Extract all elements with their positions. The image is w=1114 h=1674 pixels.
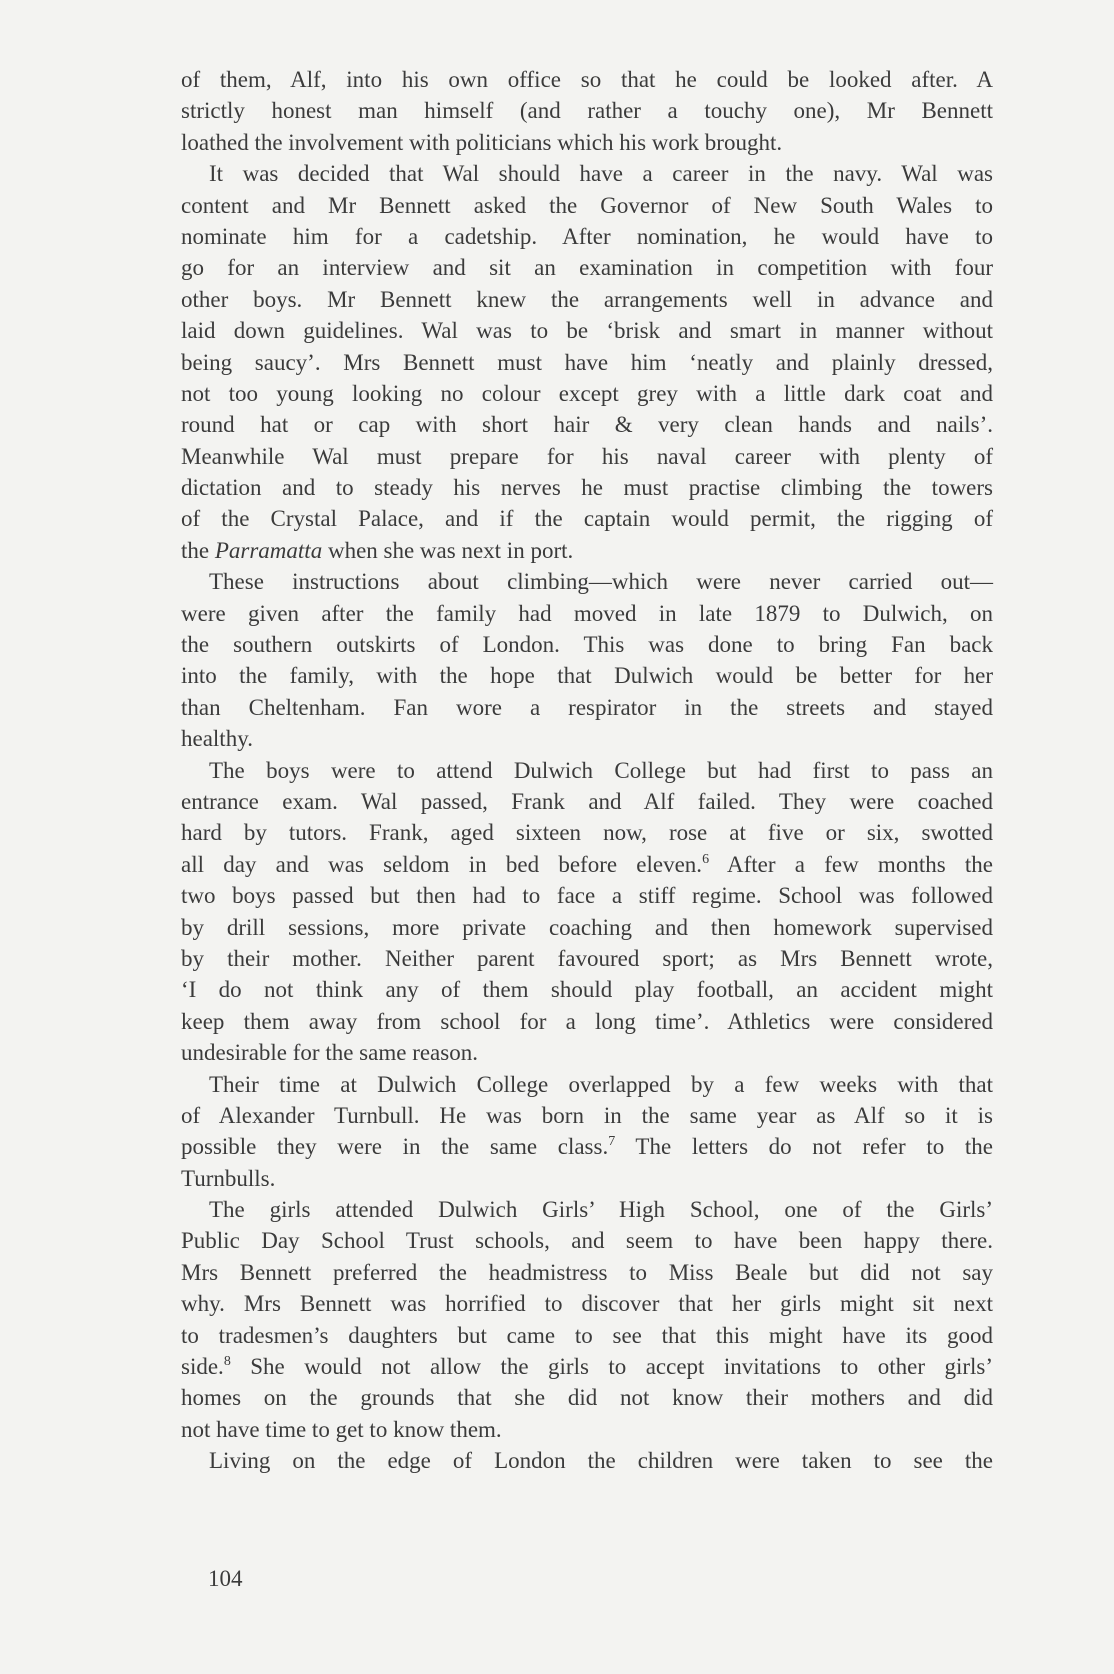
text-line <box>181 503 993 534</box>
text-line <box>181 1445 993 1476</box>
text-segment: dictation and to steady his nerves he must practise climbing the towers <box>181 475 993 501</box>
text-line <box>181 880 993 911</box>
text-line <box>181 378 993 409</box>
text-segment: of the Crystal Palace, and if the captain would permit, the rigging of <box>181 506 993 532</box>
page-number: 104 <box>208 1566 243 1591</box>
text-line <box>181 1131 993 1162</box>
text-line <box>181 190 993 221</box>
text-line <box>181 1037 993 1068</box>
text-line <box>181 1194 993 1225</box>
text-segment: It was decided that Wal should have a career in the navy. Wal was <box>209 161 993 187</box>
footnote-marker: 7 <box>608 1134 616 1150</box>
text-line <box>181 535 993 566</box>
text-segment: of them, Alf, into his own office so that he could be looked after. A <box>181 67 993 92</box>
text-segment: healthy. <box>181 726 253 752</box>
text-line <box>181 252 993 283</box>
paragraph <box>181 158 993 566</box>
text-segment: the <box>181 537 215 563</box>
text-segment: the southern outskirts of London. This was done to bring Fan back <box>181 632 993 658</box>
text-line <box>181 723 993 754</box>
text-line <box>181 786 993 817</box>
text-segment: After a few months the <box>709 851 993 877</box>
text-line <box>181 315 993 346</box>
text-segment: Living on the edge of London the children were taken to see the <box>209 1448 993 1474</box>
text-segment: homes on the grounds that she did not know their mothers and did <box>181 1385 993 1411</box>
text-line <box>181 912 993 943</box>
paragraph <box>181 566 993 754</box>
text-line <box>181 1100 993 1131</box>
footnote-marker: 6 <box>702 851 710 867</box>
text-segment: ‘I do not think any of them should play football, an accident might <box>181 977 993 1003</box>
text-segment: of Alexander Turnbull. He was born in the same year as Alf so it is <box>181 1102 993 1128</box>
text-segment: Meanwhile Wal must prepare for his naval career with plenty of <box>181 443 993 469</box>
text-segment: undesirable for the same reason. <box>181 1040 478 1066</box>
text-segment: to tradesmen’s daughters but came to see that this might have its good <box>181 1322 993 1348</box>
text-line <box>181 1382 993 1413</box>
text-segment: possible they were in the same class. <box>181 1134 609 1160</box>
text-segment: laid down guidelines. Wal was to be ‘brisk and smart in manner without <box>181 318 993 344</box>
text-line <box>181 284 993 315</box>
text-segment: being saucy’. Mrs Bennett must have him ‘neatly and plainly dressed, <box>181 349 993 375</box>
italic-text: Parramatta <box>214 537 323 563</box>
text-segment: The boys were to attend Dulwich College but had first to pass an <box>209 757 993 783</box>
text-segment: The letters do not refer to the <box>615 1134 993 1160</box>
text-segment: than Cheltenham. Fan wore a respirator in the streets and stayed <box>181 694 993 720</box>
paragraph <box>181 64 993 158</box>
text-line <box>181 1414 993 1445</box>
text-line <box>181 943 993 974</box>
text-segment: all day and was seldom in bed before eleven. <box>181 851 703 877</box>
paragraph <box>181 1194 993 1445</box>
text-segment: by their mother. Neither parent favoured sport; as Mrs Bennett wrote, <box>181 945 993 971</box>
text-line <box>181 1163 993 1194</box>
text-line <box>181 1069 993 1100</box>
text-segment: The girls attended Dulwich Girls’ High School, one of the Girls’ <box>209 1197 993 1223</box>
text-line <box>181 127 993 158</box>
text-line <box>181 817 993 848</box>
text-segment: These instructions about climbing—which were never carried out— <box>209 569 993 595</box>
text-segment: content and Mr Bennett asked the Governor of New South Wales to <box>181 192 993 218</box>
text-segment: side. <box>181 1354 224 1380</box>
text-line <box>181 409 993 440</box>
text-segment: Mrs Bennett preferred the headmistress to Miss Beale but did not say <box>181 1259 993 1285</box>
text-segment: Public Day School Trust schools, and seem to have been happy there. <box>181 1228 993 1254</box>
text-segment: nominate him for a cadetship. After nomination, he would have to <box>181 223 993 249</box>
paragraph <box>181 1445 993 1476</box>
text-line <box>181 472 993 503</box>
text-line <box>181 598 993 629</box>
text-line <box>181 441 993 472</box>
text-line <box>181 566 993 597</box>
text-segment: round hat or cap with short hair & very clean hands and nails’. <box>181 412 993 438</box>
paragraph <box>181 1069 993 1195</box>
text-segment: She would not allow the girls to accept invitations to other girls’ <box>230 1354 993 1380</box>
paragraph <box>181 755 993 1069</box>
footnote-marker: 8 <box>223 1354 231 1370</box>
text-segment: two boys passed but then had to face a stiff regime. School was followed <box>181 883 993 909</box>
text-segment: Their time at Dulwich College overlapped by a few weeks with that <box>209 1071 993 1097</box>
text-segment: why. Mrs Bennett was horrified to discover that her girls might sit next <box>181 1291 993 1317</box>
text-line <box>181 1225 993 1256</box>
text-line <box>181 64 993 95</box>
text-segment: by drill sessions, more private coaching and then homework supervised <box>181 914 993 940</box>
text-segment: into the family, with the hope that Dulwich would be better for her <box>181 663 993 689</box>
text-line <box>181 1257 993 1288</box>
text-segment: when she was next in port. <box>322 537 574 563</box>
text-segment: not have time to get to know them. <box>181 1416 502 1442</box>
text-segment: loathed the involvement with politicians which his work brought. <box>181 129 783 155</box>
text-segment: hard by tutors. Frank, aged sixteen now, rose at five or six, swotted <box>181 820 993 846</box>
text-segment: go for an interview and sit an examination in competition with four <box>181 255 993 281</box>
text-line <box>181 974 993 1005</box>
body-text <box>181 64 993 1477</box>
text-segment: strictly honest man himself (and rather a touchy one), Mr Bennett <box>181 98 993 124</box>
text-line <box>181 95 993 126</box>
text-segment: not too young looking no colour except grey with a little dark coat and <box>181 380 993 406</box>
text-segment: Turnbulls. <box>181 1165 276 1191</box>
text-line <box>181 660 993 691</box>
text-line <box>181 221 993 252</box>
text-line <box>181 1320 993 1351</box>
text-line <box>181 692 993 723</box>
text-segment: keep them away from school for a long time’. Athletics were considered <box>181 1008 993 1034</box>
text-segment: were given after the family had moved in late 1879 to Dulwich, on <box>181 600 993 626</box>
text-line <box>181 1351 993 1382</box>
text-line <box>181 629 993 660</box>
text-line <box>181 849 993 880</box>
text-line <box>181 755 993 786</box>
text-line <box>181 1006 993 1037</box>
text-segment: other boys. Mr Bennett knew the arrangements well in advance and <box>181 286 993 312</box>
text-line <box>181 1288 993 1319</box>
text-line <box>181 158 993 189</box>
text-segment: entrance exam. Wal passed, Frank and Alf failed. They were coached <box>181 788 993 814</box>
text-line <box>181 347 993 378</box>
